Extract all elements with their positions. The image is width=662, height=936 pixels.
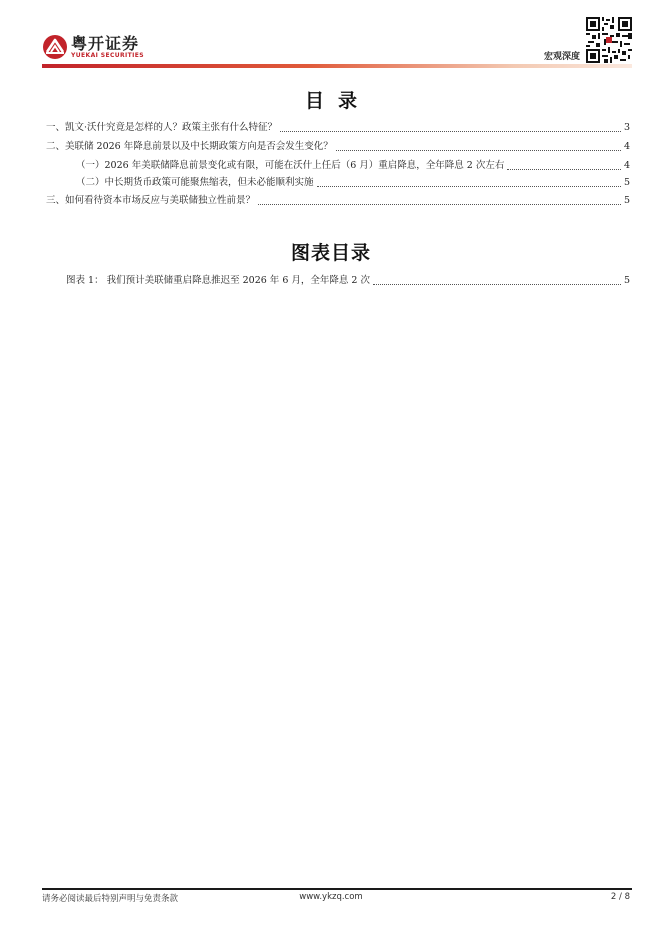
- footer-disclaimer: 请务必阅读最后特别声明与免责条款: [42, 894, 179, 904]
- toc-subentry[interactable]: [76, 176, 630, 190]
- toc-entry-text: （二）中长期货币政策可能聚焦缩表，但未必能顺利实施: [76, 177, 314, 188]
- toc-entry[interactable]: [46, 194, 630, 208]
- toc-entry-page: 4: [623, 160, 630, 171]
- figure-list-title: 图表目录: [290, 242, 371, 264]
- brand-name-cn: 粤开证券: [71, 33, 140, 53]
- page-number: 2 / 8: [610, 892, 630, 902]
- toc-entry-page: 5: [623, 195, 630, 206]
- qr-code-icon: [586, 17, 632, 63]
- toc-leader-dots: [258, 204, 621, 205]
- toc-leader-dots: [280, 131, 621, 132]
- toc-leader-dots: [373, 284, 621, 285]
- brand-name-en: YUEKAI SECURITIES: [71, 51, 145, 59]
- yuekai-logo-icon: [42, 34, 68, 60]
- report-type-label: 宏观深度: [543, 52, 580, 62]
- header-divider: [42, 64, 632, 68]
- page-header: [0, 0, 662, 80]
- toc-entry-page: 3: [623, 122, 630, 133]
- footer-website[interactable]: www.ykzq.com: [299, 892, 363, 902]
- toc-entry-text: 一、凯文·沃什究竟是怎样的人？政策主张有什么特征？: [46, 122, 278, 133]
- toc-title: 目录: [304, 90, 371, 112]
- toc-subentry[interactable]: [76, 159, 630, 173]
- toc-entry[interactable]: [46, 140, 630, 154]
- toc-leader-dots: [336, 150, 621, 151]
- toc-entry-text: 二、美联储 2026 年降息前景以及中长期政策方向是否会发生变化？: [46, 141, 333, 152]
- toc-entry-page: 5: [623, 177, 630, 188]
- figure-entry-text: 图表 1： 我们预计美联储重启降息推迟至 2026 年 6 月，全年降息 2 次: [66, 275, 370, 286]
- toc-leader-dots: [507, 169, 621, 170]
- toc-leader-dots: [317, 186, 621, 187]
- toc-entry[interactable]: [46, 121, 630, 135]
- toc-entry-page: 4: [623, 141, 630, 152]
- company-logo: [42, 34, 144, 60]
- toc-entry-text: （一）2026 年美联储降息前景变化或有限，可能在沃什上任后（6 月）重启降息，全年降息 2 次左右: [76, 160, 505, 171]
- footer-divider: [42, 888, 632, 890]
- toc-entry-text: 三、如何看待资本市场反应与美联储独立性前景？: [46, 195, 256, 206]
- figure-entry[interactable]: [66, 274, 630, 288]
- figure-entry-page: 5: [623, 275, 630, 286]
